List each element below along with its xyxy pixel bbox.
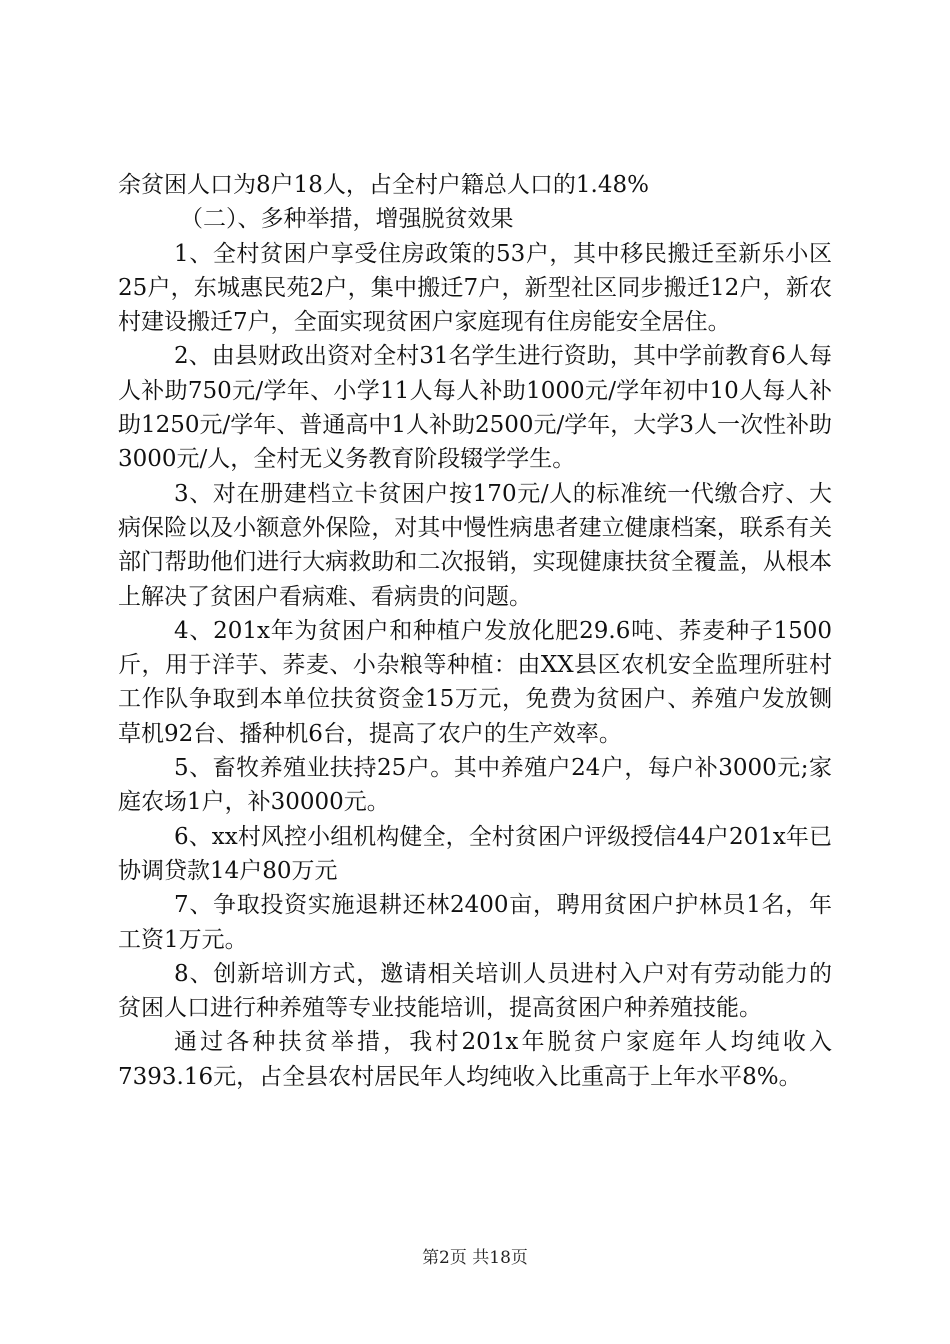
- section-heading: （二）、多种举措，增强脱贫效果: [180, 206, 514, 233]
- document-body: [118, 168, 832, 1094]
- paragraph-training: 8、创新培训方式，邀请相关培训人员进村入户对有劳动能力的贫困人口进行种养殖等专业技能培训，提高贫困户种养殖技能。: [118, 960, 832, 1022]
- paragraph-credit: 6、xx村风控小组机构健全，全村贫困户评级授信44户201x年已协调贷款14户80万元: [118, 823, 832, 884]
- continuation-line: 余贫困人口为8户18人，占全村户籍总人口的1.48%: [118, 172, 649, 198]
- paragraph-summary: 通过各种扶贫举措，我村201x年脱贫户家庭年人均纯收入7393.16元，占全县农村居民年人均纯收入比重高于上年水平8%。: [118, 1029, 832, 1090]
- paragraph-health: 3、对在册建档立卡贫困户按170元/人的标准统一代缴合疗、大病保险以及小额意外保险，对其中慢性病患者建立健康档案，联系有关部门帮助他们进行大病救助和二次报销，实现健康扶贫全覆盖，从根本上解决了贫困户看病难、看病贵的问题。: [118, 480, 832, 610]
- paragraph-education: 2、由县财政出资对全村31名学生进行资助，其中学前教育6人每人补助750元/学年、小学11人每人补助1000元/学年初中10人每人补助1250元/学年、普通高中1人补助2500元/学年，大学3人一次性补助3000元/人，全村无义务教育阶段辍学学生。: [118, 343, 832, 473]
- paragraph-agriculture: 4、201x年为贫困户和种植户发放化肥29.6吨、荞麦种子1500斤，用于洋芋、荞麦、小杂粮等种植：由XX县区农机安全监理所驻村工作队争取到本单位扶贫资金15万元，免费为贫困户、养殖户发放铡草机92台、播种机6台，提高了农户的生产效率。: [118, 617, 832, 747]
- paragraph-housing: 1、全村贫困户享受住房政策的53户，其中移民搬迁至新乐小区25户，东城惠民苑2户，集中搬迁7户，新型社区同步搬迁12户，新农村建设搬迁7户，全面实现贫困户家庭现有住房能安全居住。: [118, 240, 832, 336]
- page-footer: 第2页 共18页: [422, 1248, 528, 1268]
- paragraph-livestock: 5、畜牧养殖业扶持25户。其中养殖户24户，每户补3000元;家庭农场1户，补30000元。: [118, 755, 832, 816]
- paragraph-forestry: 7、争取投资实施退耕还林2400亩，聘用贫困户护林员1名，年工资1万元。: [118, 892, 832, 953]
